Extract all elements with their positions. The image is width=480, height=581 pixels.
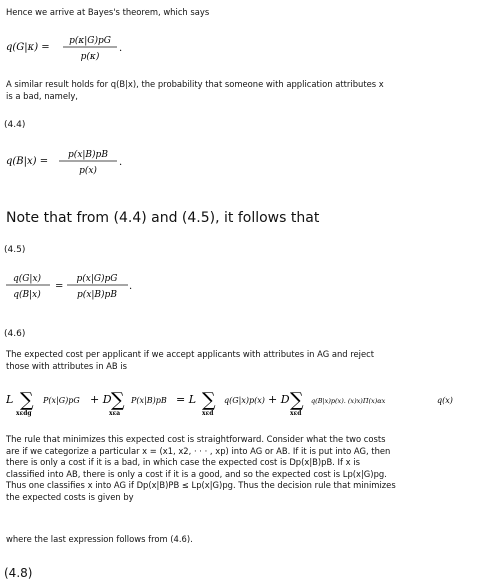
eq4-sum-1-subscript: xεdg xyxy=(16,410,32,417)
eq2-denominator: p(x) xyxy=(79,166,97,176)
eq2-lhs: q(B|x) = xyxy=(6,156,49,167)
eq4-sum-1: ∑ xyxy=(20,389,34,411)
eq3-lhs-numerator: q(G|x) xyxy=(12,274,42,284)
eq4-sum-3: ∑ xyxy=(202,389,216,411)
eq4-sum-3-term: q(G|x)p(x) xyxy=(224,396,265,405)
eq4-sum-2: ∑ xyxy=(111,389,125,411)
eq3-equals: = xyxy=(55,281,64,292)
eq3-rhs-numerator: p(x|G)pG xyxy=(76,274,118,284)
eq4-plus-D-1: + D xyxy=(90,393,112,406)
similar-result-text: A similar result holds for q(B|x), the probability that someone with application attributes x is a bad, namely, xyxy=(6,79,384,101)
odds-ratio-equation xyxy=(6,268,166,304)
bayes-equation-good xyxy=(6,30,146,66)
eq4-sum-4-term: q(B|x)p(x). (x)x)Π(x)αx xyxy=(311,397,386,405)
eq4-sum-4: ∑ xyxy=(290,389,304,411)
where-text: where the last expression follows from (4.6). xyxy=(6,534,193,544)
equation-label-4-4: (4.4) xyxy=(4,120,26,130)
eq1-denominator: p(κ) xyxy=(80,52,100,62)
eq4-equals-L: = L xyxy=(176,393,197,406)
eq4-L: L xyxy=(6,393,14,406)
eq4-sum-3-subscript: xεd xyxy=(202,410,214,417)
expected-cost-text: The expected cost per applicant if we accept applicants with attributes in AG and reject those with attributes in AB is xyxy=(6,349,375,371)
equation-label-4-6: (4.6) xyxy=(4,329,26,339)
bayes-equation-bad xyxy=(6,144,146,180)
eq3-lhs-denominator: q(B|x) xyxy=(13,290,41,300)
eq4-sum-4-tail: q(x) xyxy=(437,396,453,405)
eq3-period: . xyxy=(129,281,133,292)
expected-cost-equation xyxy=(6,381,476,425)
eq3-rhs-denominator: p(x|B)pB xyxy=(77,290,117,300)
equation-label-4-8: (4.8) xyxy=(4,566,33,580)
decision-rule-text: The rule that minimizes this expected cost is straightforward. Consider what the two costs are if we categorize a particular x = (x1, x2, · · · , xp) into AG or AB. If it is put into AG, then there is only a cost if it is a bad, in which case the expected cost is Dp(x|B)pB. If x is classified into AB, there is only a cost if it is a good, and so the expected cost is Lp(x|G)pg. Thus one classifies x into AG if Dp(x|B)PB ≤ Lp(x|G)pg. Thus the decision rule that minimizes the expected costs is given by xyxy=(6,434,396,502)
intro-text: Hence we arrive at Bayes's theorem, which says xyxy=(6,7,210,17)
eq4-sum-1-term: P(x|G)pG xyxy=(43,396,80,405)
eq2-numerator: p(x|B)pB xyxy=(68,150,108,160)
eq4-plus-D-2: + D xyxy=(268,393,290,406)
note-text: Note that from (4.4) and (4.5), it follows that xyxy=(6,210,320,226)
eq1-period: . xyxy=(119,43,123,54)
eq1-numerator: p(κ|G)pG xyxy=(69,36,111,46)
equation-label-4-5: (4.5) xyxy=(4,245,26,255)
eq4-sum-2-subscript: xεa xyxy=(109,410,121,417)
eq4-sum-2-term: P(x|B)pB xyxy=(131,396,167,405)
eq2-period: . xyxy=(119,157,123,168)
eq1-lhs: q(G|κ) = xyxy=(6,42,50,53)
eq4-sum-4-subscript: xεd xyxy=(290,410,302,417)
